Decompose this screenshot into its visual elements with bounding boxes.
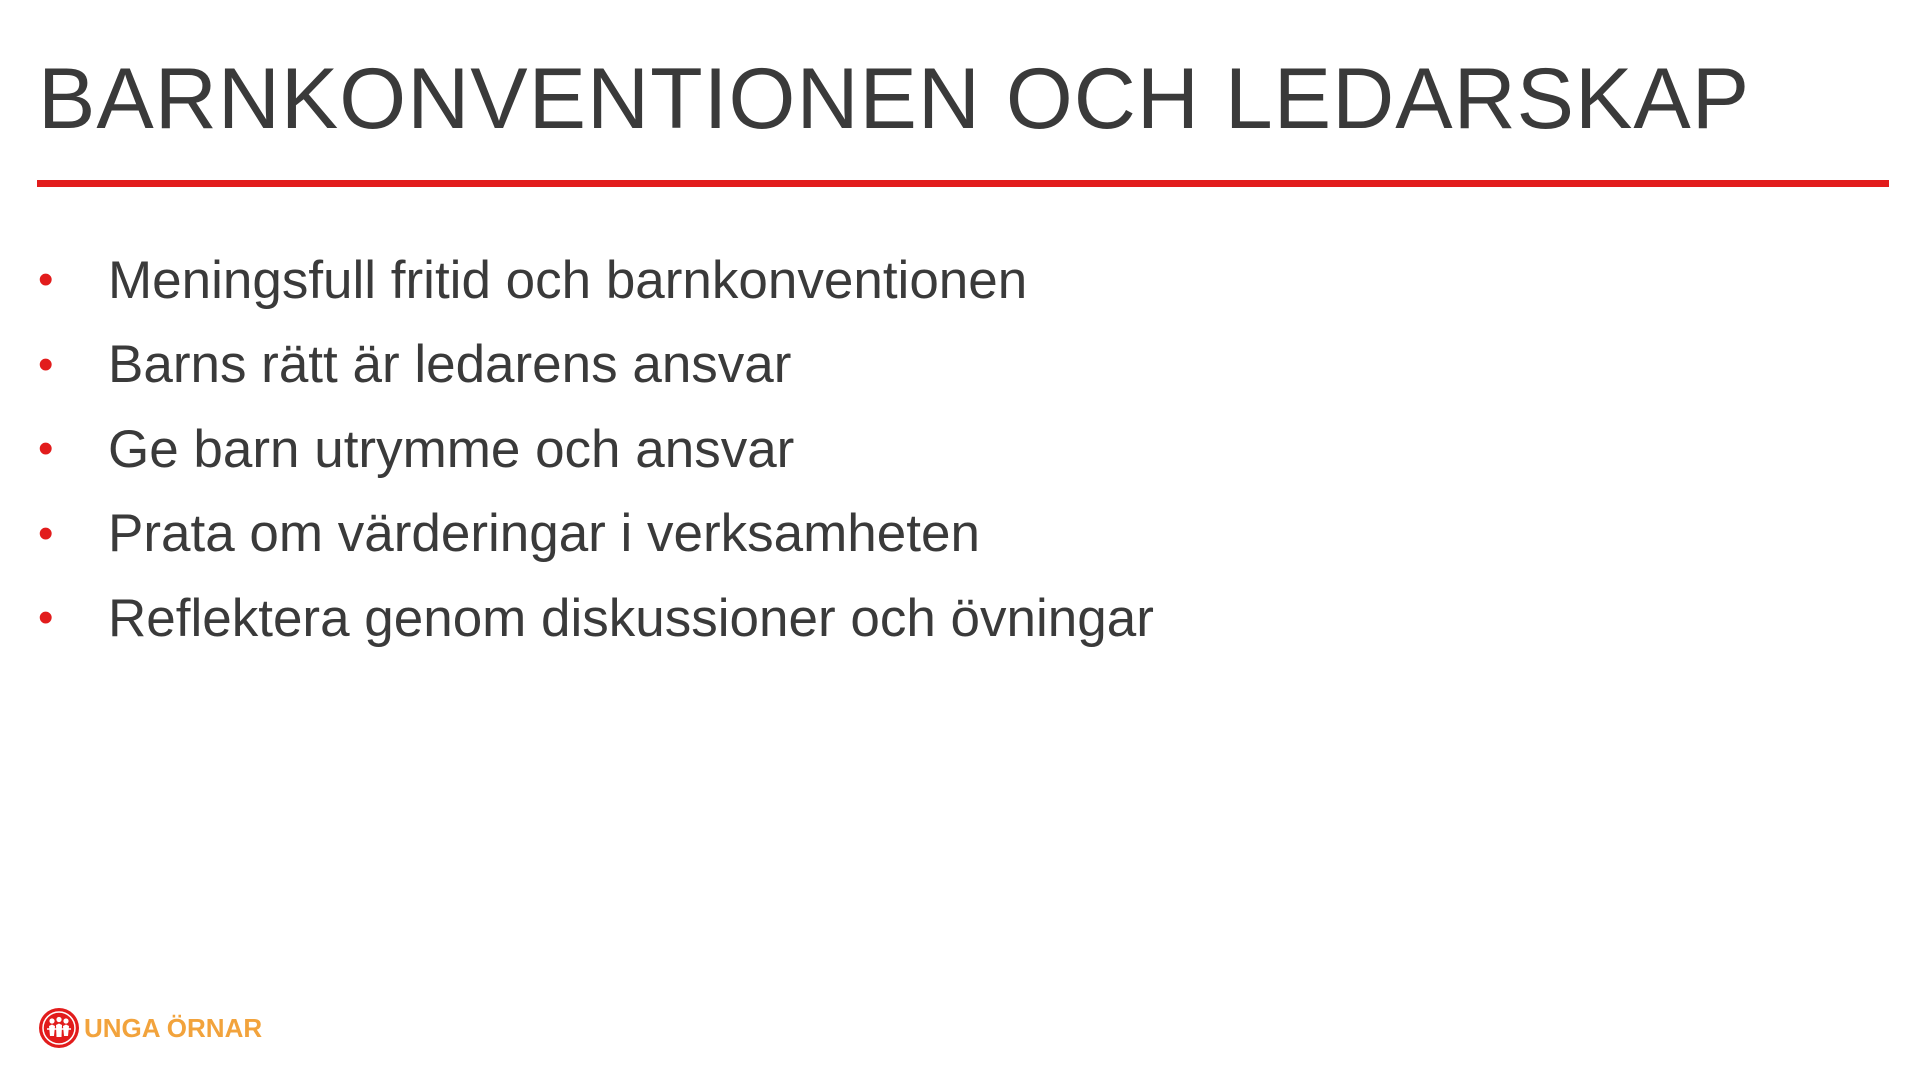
- bullet-item: [38, 238, 1154, 323]
- unga-ornar-emblem-icon: [38, 1007, 80, 1049]
- bullet-text: Reflektera genom diskussioner och övningar: [108, 588, 1154, 648]
- slide-title: BARNKONVENTIONEN OCH LEDARSKAP: [38, 51, 1751, 147]
- bullet-item: [38, 492, 1154, 577]
- bullet-text: Meningsfull fritid och barnkonventionen: [108, 250, 1028, 310]
- bullet-item: [38, 323, 1154, 408]
- bullet-item: [38, 576, 1154, 661]
- bullet-text: Prata om värderingar i verksamheten: [108, 504, 980, 564]
- bullet-text: Ge barn utrymme och ansvar: [108, 419, 795, 479]
- bullet-point-icon: •: [38, 508, 54, 558]
- organization-logo: [38, 1007, 262, 1049]
- bullet-text: Barns rätt är ledarens ansvar: [108, 335, 792, 395]
- bullet-point-icon: •: [38, 593, 54, 643]
- bullet-list: [38, 238, 1154, 661]
- bullet-point-icon: •: [38, 424, 54, 474]
- bullet-point-icon: •: [38, 339, 54, 389]
- bullet-item: [38, 407, 1154, 492]
- bullet-point-icon: •: [38, 255, 54, 305]
- logo-text: UNGA ÖRNAR: [84, 1012, 263, 1043]
- title-divider: [37, 180, 1889, 187]
